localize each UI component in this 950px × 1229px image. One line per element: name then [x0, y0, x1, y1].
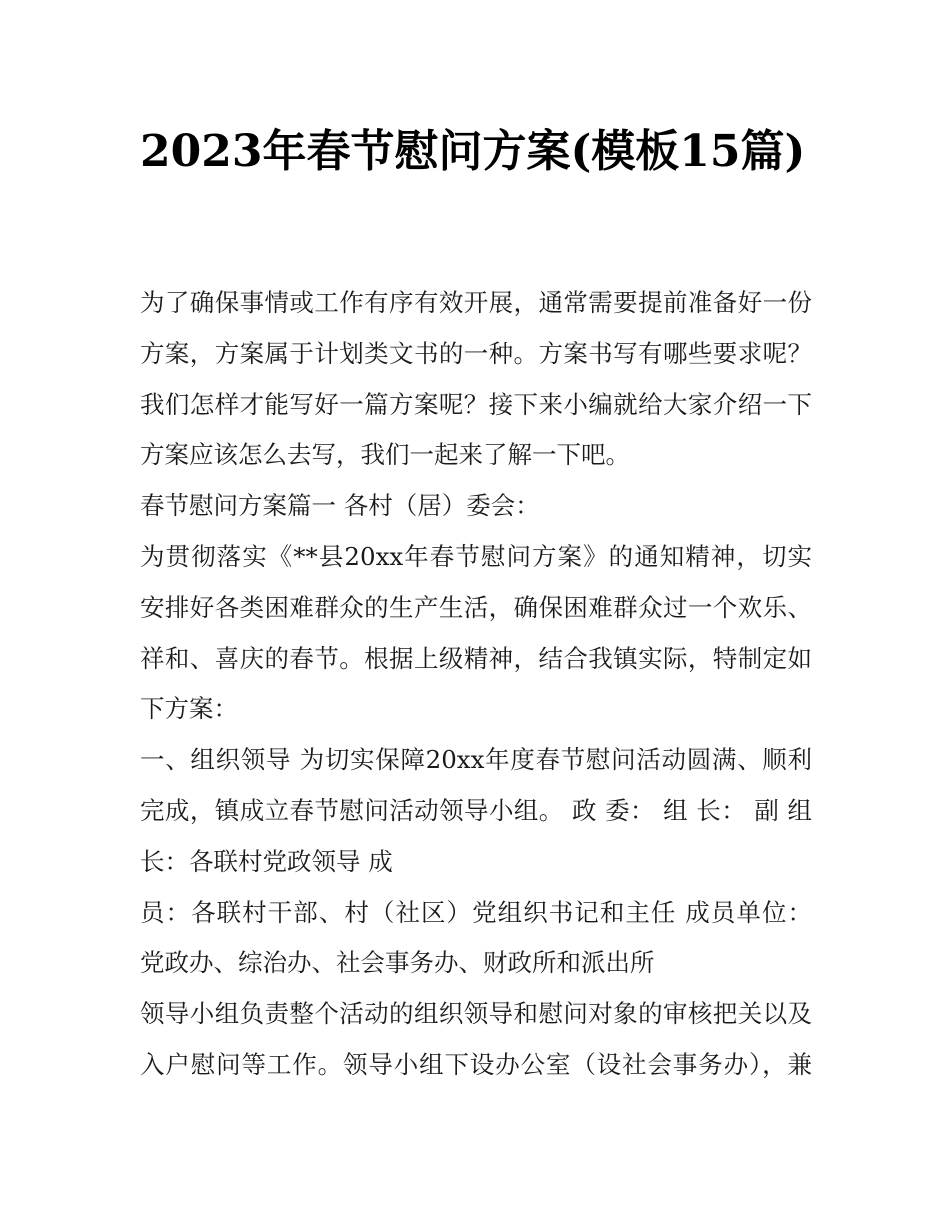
body-line: 长：各联村党政领导 成 [140, 846, 393, 876]
body-line: 入户慰问等工作。领导小组下设办公室（设社会事务办），兼 [140, 1049, 812, 1079]
body-line: 员：各联村干部、村（社区）党组织书记和主任 成员单位： [140, 897, 812, 927]
body-line: 方案应该怎么去写，我们一起来了解一下吧。 [140, 440, 630, 470]
body-line: 下方案： [140, 694, 238, 724]
body-line: 完成，镇成立春节慰问活动领导小组。 政 委： 组 长： 副 组 [140, 795, 812, 825]
body-line: 安排好各类困难群众的生产生活，确保困难群众过一个欢乐、 [140, 592, 812, 622]
document-title: 2023年春节慰问方案(模板15篇) [140, 126, 806, 177]
body-line: 我们怎样才能写好一篇方案呢？接下来小编就给大家介绍一下 [140, 389, 812, 419]
body-line: 春节慰问方案篇一 各村（居）委会： [140, 491, 540, 521]
document-body [140, 278, 812, 1091]
body-line: 方案，方案属于计划类文书的一种。方案书写有哪些要求呢？ [140, 338, 812, 368]
body-line: 领导小组负责整个活动的组织领导和慰问对象的审核把关以及 [140, 999, 812, 1029]
body-line: 为了确保事情或工作有序有效开展，通常需要提前准备好一份 [140, 288, 812, 317]
body-line: 祥和、喜庆的春节。根据上级精神，结合我镇实际，特制定如 [140, 643, 812, 673]
body-line: 一、组织领导 为切实保障20xx年度春节慰问活动圆满、顺利 [140, 745, 812, 775]
body-line: 为贯彻落实《**县20xx年春节慰问方案》的通知精神，切实 [140, 541, 812, 571]
body-line: 党政办、综治办、社会事务办、财政所和派出所 [140, 948, 655, 978]
